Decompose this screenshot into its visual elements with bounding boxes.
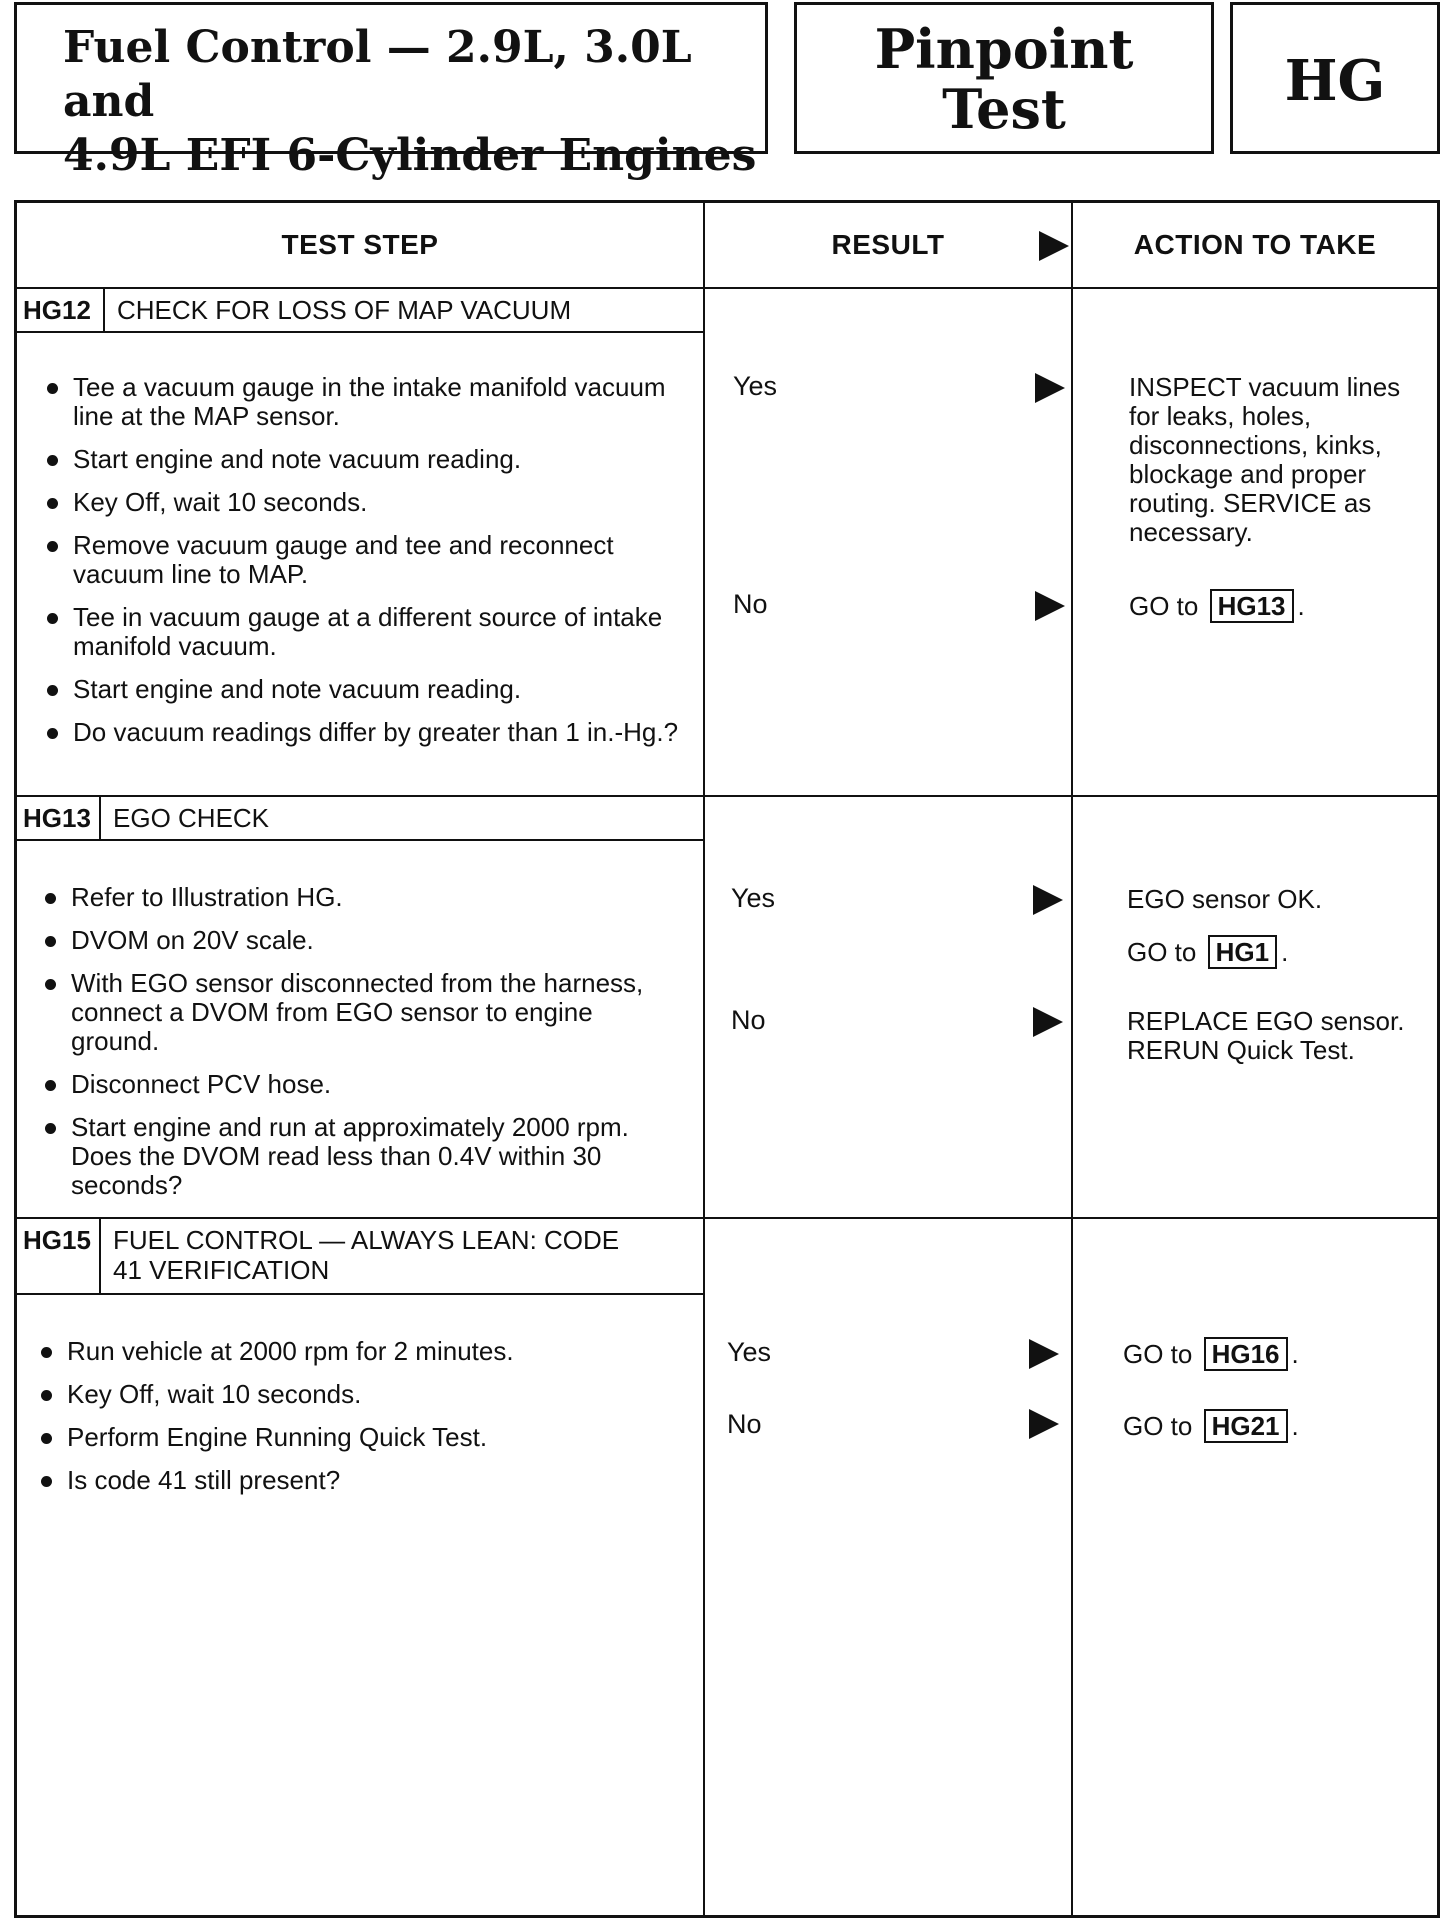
- step-id: HG15: [17, 1219, 101, 1293]
- goto-step-link[interactable]: HG1: [1208, 935, 1277, 969]
- list-item: Remove vacuum gauge and tee and reconnect vacuum line to MAP.: [43, 531, 683, 589]
- step-title: EGO CHECK: [113, 803, 270, 833]
- page-title: [14, 2, 768, 181]
- test-code-box: [1230, 2, 1440, 154]
- title-line-2: 4.9L EFI 6-Cylinder Engines: [63, 130, 757, 181]
- list-item: Start engine and note vacuum reading.: [43, 675, 683, 704]
- step-bullets-hg12: [43, 373, 683, 761]
- goto-step-link[interactable]: HG16: [1204, 1337, 1288, 1371]
- step-bullets-hg13: [41, 883, 681, 1214]
- goto-step-link[interactable]: HG21: [1204, 1409, 1288, 1443]
- list-item: Key Off, wait 10 seconds.: [43, 488, 683, 517]
- result-no: No: [731, 1005, 766, 1035]
- step-title: CHECK FOR LOSS OF MAP VACUUM: [117, 295, 572, 325]
- list-item: Refer to Illustration HG.: [41, 883, 681, 912]
- action-text: REPLACE EGO sensor. RERUN Quick Test.: [1127, 1006, 1405, 1065]
- list-item: Perform Engine Running Quick Test.: [37, 1423, 677, 1452]
- action-suffix: .: [1291, 1411, 1299, 1441]
- result-yes: Yes: [727, 1337, 772, 1367]
- list-item: Start engine and note vacuum reading.: [43, 445, 683, 474]
- list-item: Run vehicle at 2000 rpm for 2 minutes.: [37, 1337, 677, 1366]
- list-item: With EGO sensor disconnected from the harness, connect a DVOM from EGO sensor to engine ground.: [41, 969, 681, 1056]
- action-goto: [1123, 1409, 1423, 1443]
- test-type-line-2: Test: [942, 77, 1066, 141]
- action-suffix: .: [1291, 1339, 1299, 1369]
- action-prefix: GO to: [1123, 1411, 1193, 1441]
- action-goto: [1123, 1337, 1423, 1371]
- arrow-icon: [1033, 885, 1063, 915]
- test-type-line-1: Pinpoint: [874, 17, 1134, 81]
- step-title: [101, 1219, 619, 1293]
- step-header-hg15: [17, 1219, 703, 1295]
- title-line-1: Fuel Control — 2.9L, 3.0L and: [63, 22, 692, 127]
- result-yes: Yes: [731, 883, 776, 913]
- list-item: Tee a vacuum gauge in the intake manifold vacuum line at the MAP sensor.: [43, 373, 683, 431]
- step-title-line-2: 41 VERIFICATION: [113, 1255, 330, 1285]
- step-header-hg13: [17, 797, 704, 841]
- list-item: Start engine and run at approximately 2000 rpm. Does the DVOM read less than 0.4V within 30 seconds?: [41, 1113, 681, 1200]
- step-header-hg12: [17, 289, 704, 333]
- list-item: Is code 41 still present?: [37, 1466, 677, 1495]
- list-item: DVOM on 20V scale.: [41, 926, 681, 955]
- action-goto: [1129, 589, 1419, 623]
- arrow-icon: [1035, 373, 1065, 403]
- list-item: Disconnect PCV hose.: [41, 1070, 681, 1099]
- action-text: EGO sensor OK.: [1127, 884, 1323, 914]
- result-no: No: [733, 589, 768, 619]
- arrow-icon: [1029, 1409, 1059, 1439]
- action-prefix: GO to: [1129, 591, 1199, 621]
- action-suffix: .: [1281, 937, 1289, 967]
- pinpoint-table: [14, 200, 1440, 1918]
- step-id: HG12: [17, 289, 105, 331]
- list-item: Do vacuum readings differ by greater than 1 in.-Hg.?: [43, 718, 683, 747]
- step-bullets-hg15: [37, 1337, 677, 1509]
- column-divider-2: [1071, 203, 1073, 1915]
- step-id: HG13: [17, 797, 101, 839]
- column-header-test-step: TEST STEP: [281, 229, 439, 260]
- goto-step-link[interactable]: HG13: [1210, 589, 1294, 623]
- test-type-box: [794, 2, 1214, 154]
- arrow-icon: [1035, 591, 1065, 621]
- result-yes: Yes: [733, 371, 778, 401]
- arrow-icon: [1033, 1007, 1063, 1037]
- action-prefix: GO to: [1127, 937, 1197, 967]
- action-goto: [1127, 935, 1427, 969]
- column-divider-1: [703, 203, 705, 1915]
- list-item: Tee in vacuum gauge at a different source of intake manifold vacuum.: [43, 603, 683, 661]
- test-code: HG: [1284, 48, 1386, 114]
- action-suffix: .: [1297, 591, 1305, 621]
- result-arrow-icon: [1039, 231, 1069, 261]
- step-title-line-1: FUEL CONTROL — ALWAYS LEAN: CODE: [113, 1225, 620, 1255]
- list-item: Key Off, wait 10 seconds.: [37, 1380, 677, 1409]
- column-header-result: RESULT: [831, 229, 945, 260]
- column-header-action: ACTION TO TAKE: [1133, 229, 1377, 260]
- result-no: No: [727, 1409, 762, 1439]
- arrow-icon: [1029, 1339, 1059, 1369]
- action-text: INSPECT vacuum lines for leaks, holes, disconnections, kinks, blockage and proper routing. SERVICE as necessary.: [1129, 372, 1401, 547]
- action-prefix: GO to: [1123, 1339, 1193, 1369]
